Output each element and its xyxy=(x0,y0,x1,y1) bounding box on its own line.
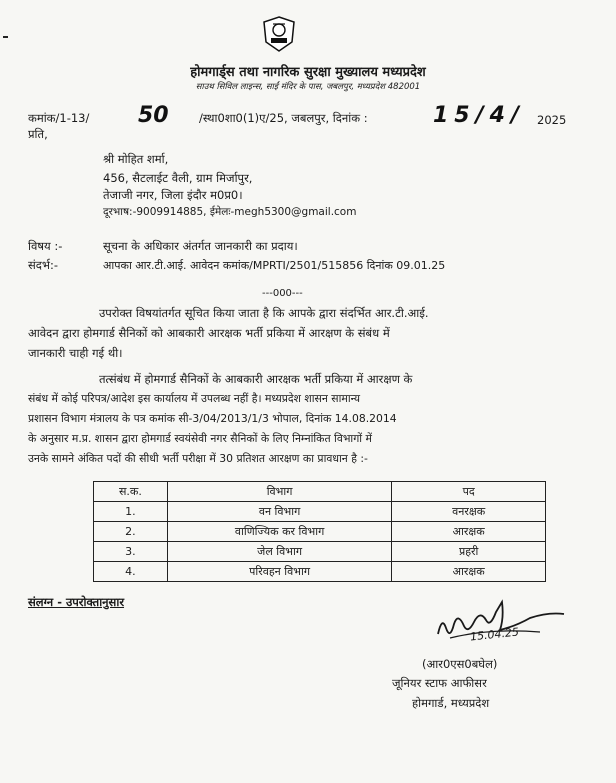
para2-line5: उनके सामने अंकित पदों की सीधी भर्ती परीक्षा में 30 प्रतिशत आरक्षण का प्रावधान है :- xyxy=(28,452,368,465)
enclosure: संलग्न - उपरोक्तानुसार xyxy=(28,595,125,609)
ref-prefix: कमांक/1-13/ xyxy=(28,111,90,125)
emblem-icon xyxy=(262,16,296,52)
para2-line2: संबंध में कोई परिपत्र/आदेश इस कार्यालय में उपलब्ध नहीं है। मध्यप्रदेश शासन सामान्य xyxy=(28,392,361,405)
cell-department: जेल विभाग xyxy=(167,542,391,562)
table-header-row xyxy=(94,482,546,502)
para2-line3: प्रशासन विभाग मंत्रालय के पत्र कमांक सी-3/04/2013/1/3 भोपाल, दिनांक 14.08.2014 xyxy=(28,412,397,425)
addressee-contact: दूरभाष:-9009914885, ईमेलः-megh5300@gmail.com xyxy=(103,206,357,218)
addressee-line1: 456, सैटलाईट वैली, ग्राम मिर्जापुर, xyxy=(103,171,253,185)
reference-text: आपका आर.टी.आई. आवेदन कमांक/MPRTI/2501/515856 दिनांक 09.01.25 xyxy=(103,259,446,272)
office-address: साउथ सिविल लाइन्स, साईं मंदिर के पास, जबलपुर, मध्यप्रदेश 482001 xyxy=(195,82,421,92)
addressee-line2: तेजाजी नगर, जिला इंदौर म0प्र0। xyxy=(103,188,243,202)
signatory-office: होमगार्ड, मध्यप्रदेश xyxy=(412,696,490,710)
margin-mark xyxy=(3,36,8,38)
cell-department: परिवहन विभाग xyxy=(167,562,391,582)
office-title: होमगार्ड्स तथा नागरिक सुरक्षा मुख्यालय मध्यप्रदेश xyxy=(190,65,426,80)
cell-post: प्रहरी xyxy=(392,542,546,562)
signatory-name: (आर0एस0बघेल) xyxy=(422,657,498,671)
cell-sno: 4. xyxy=(94,562,168,582)
separator: ---000--- xyxy=(262,288,303,299)
signature-date: 15.04.25 xyxy=(469,625,520,644)
para1-line2: आवेदन द्वारा होमगार्ड सैनिकों को आबकारी आरक्षक भर्ती प्रकिया में आरक्षण के संबंध में xyxy=(28,326,390,340)
ref-year: 2025 xyxy=(537,113,567,127)
para1-line3: जानकारी चाही गई थी। xyxy=(28,346,123,360)
table-row xyxy=(94,542,546,562)
ref-date: 15/4/ xyxy=(433,103,525,128)
cell-department: वाणिज्यिक कर विभाग xyxy=(167,522,391,542)
signature-scribble xyxy=(430,598,570,650)
reference-label: संदर्भ:- xyxy=(28,258,58,272)
cell-sno: 1. xyxy=(94,502,168,522)
cell-sno: 3. xyxy=(94,542,168,562)
cell-post: वनरक्षक xyxy=(392,502,546,522)
table-row xyxy=(94,522,546,542)
table-row xyxy=(94,502,546,522)
prati: प्रति, xyxy=(28,127,48,141)
ref-number: 50 xyxy=(138,103,169,128)
table-row xyxy=(94,562,546,582)
ref-mid: /स्था0शा0(1)ए/25, जबलपुर, दिनांक : xyxy=(199,111,368,125)
subject-label: विषय :- xyxy=(28,239,63,253)
cell-department: वन विभाग xyxy=(167,502,391,522)
cell-post: आरक्षक xyxy=(392,562,546,582)
addressee-name: श्री मोहित शर्मा, xyxy=(103,152,169,166)
header-sno: स.क. xyxy=(94,482,168,502)
para2-line4: के अनुसार म.प्र. शासन द्वारा होमगार्ड स्वयंसेवी नगर सैनिकों के लिए निम्नांकित विभागों में xyxy=(28,432,372,445)
signatory-designation: जूनियर स्टाफ आफीसर xyxy=(392,676,487,690)
department-table xyxy=(93,481,546,582)
header-department: विभाग xyxy=(167,482,391,502)
cell-sno: 2. xyxy=(94,522,168,542)
cell-post: आरक्षक xyxy=(392,522,546,542)
para2-line1: तत्संबंध में होमगार्ड सैनिकों के आबकारी आरक्षक भर्ती प्रकिया में आरक्षण के xyxy=(99,372,413,386)
subject-text: सूचना के अधिकार अंतर्गत जानकारी का प्रदाय। xyxy=(103,239,298,253)
header-post: पद xyxy=(392,482,546,502)
para1-line1: उपरोक्त विषयांतर्गत सूचित किया जाता है कि आपके द्वारा संदर्भित आर.टी.आई. xyxy=(99,306,429,320)
